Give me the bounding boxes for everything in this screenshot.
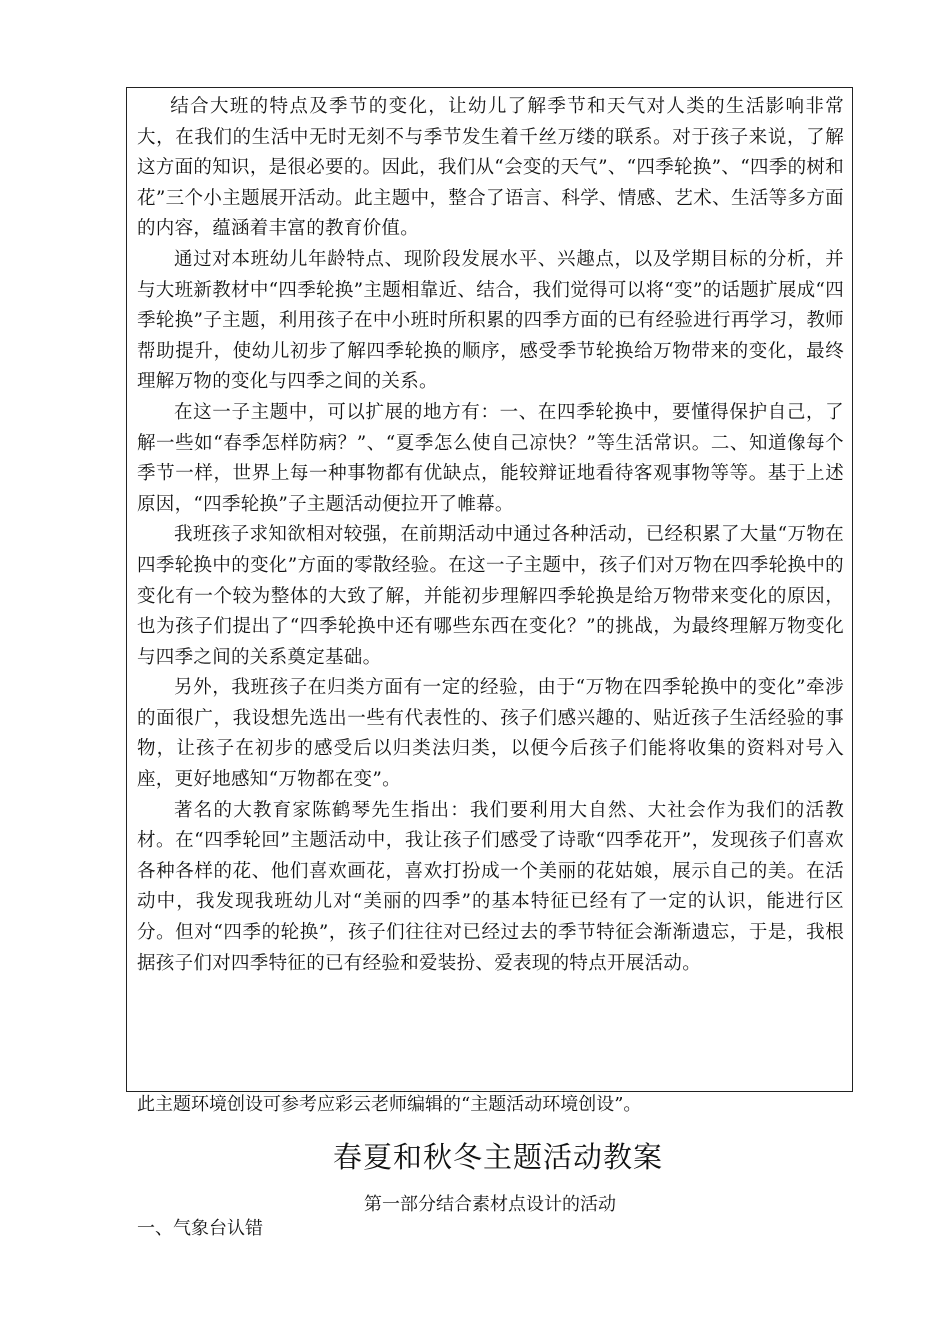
paragraph-5: 另外，我班孩子在归类方面有一定的经验，由于“万物在四季轮换中的变化”牵涉的面很广，我设想先选出一些有代表性的、孩子们感兴趣的、贴近孩子生活经验的事物，让孩子在初步的感受后以归类法归类，以便今后孩子们能将收集的资料对号入座，更好地感知“万物都在变”。 [137, 677, 844, 791]
environment-note: 此主题环境创设可参考应彩云老师编辑的“主题活动环境创设”。 [137, 1094, 642, 1115]
bordered-text-box [126, 87, 853, 1092]
box-content [137, 92, 844, 979]
section-heading: 一、气象台认错 [137, 1218, 263, 1239]
part-heading: 第一部分结合素材点设计的活动 [364, 1194, 616, 1215]
paragraph-2: 通过对本班幼儿年龄特点、现阶段发展水平、兴趣点，以及学期目标的分析，并与大班新教材中“四季轮换”主题相靠近、结合，我们觉得可以将“变”的话题扩展成“四季轮换”子主题，利用孩子在中小班时所积累的四季方面的已有经验进行再学习，教师帮助提升，使幼儿初步了解四季轮换的顺序，感受季节轮换给万物带来的变化，最终理解万物的变化与四季之间的关系。 [137, 248, 844, 393]
paragraph-1: 结合大班的特点及季节的变化，让幼儿了解季节和天气对人类的生活影响非常大，在我们的生活中无时无刻不与季节发生着千丝万缕的联系。对于孩子来说，了解这方面的知识，是很必要的。因此，我们从“会变的天气”、“四季轮换”、“四季的树和花”三个小主题展开活动。此主题中，整合了语言、科学、情感、艺术、生活等多方面的内容，蕴涵着丰富的教育价值。 [137, 96, 844, 240]
paragraph-6: 著名的大教育家陈鹤琴先生指出：我们要利用大自然、大社会作为我们的活教材。在“四季轮回”主题活动中，我让孩子们感受了诗歌“四季花开”，发现孩子们喜欢各种各样的花、他们喜欢画花，喜欢打扮成一个美丽的花姑娘，展示自己的美。在活动中，我发现我班幼儿对“美丽的四季”的基本特征已经有了一定的认识，能进行区分。但对“四季的轮换”，孩子们往往对已经过去的季节特征会渐渐遗忘，于是，我根据孩子们对四季特征的已有经验和爱装扮、爱表现的特点开展活动。 [137, 799, 844, 974]
paragraph-3: 在这一子主题中，可以扩展的地方有：一、在四季轮换中，要懂得保护自己，了解一些如“春季怎样防病？”、“夏季怎么使自己凉快？”等生活常识。二、知道像每个季节一样，世界上每一种事物都有优缺点，能较辩证地看待客观事物等等。基于上述原因，“四季轮换”子主题活动便拉开了帷幕。 [137, 401, 844, 515]
document-title: 春夏和秋冬主题活动教案 [332, 1140, 663, 1174]
paragraph-4: 我班孩子求知欲相对较强，在前期活动中通过各种活动，已经积累了大量“万物在四季轮换中的变化”方面的零散经验。在这一子主题中，孩子们对万物在四季轮换中的变化有一个较为整体的大致了解，并能初步理解四季轮换是给万物带来变化的原因，也为孩子们提出了“四季轮换中还有哪些东西在变化？”的挑战，为最终理解万物变化与四季之间的关系奠定基础。 [137, 524, 844, 668]
